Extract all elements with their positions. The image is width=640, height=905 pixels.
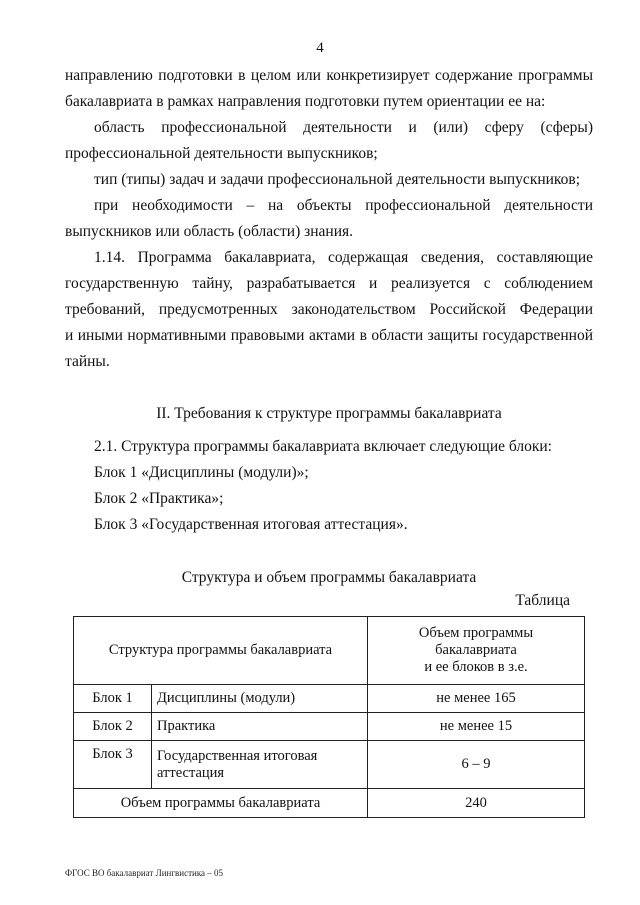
body-text [65, 66, 593, 370]
block-name-cell: Дисциплины (модули) [152, 685, 368, 713]
block-list-item: Блок 2 «Практика»; [94, 490, 224, 507]
list-item-line: при необходимости – на объекты профессиональной деятельности [94, 197, 593, 214]
text-line: направлению подготовки в целом или конкретизирует содержание программы [65, 67, 593, 84]
clause-2-1: 2.1. Структура программы бакалавриата включает следующие блоки: [94, 438, 552, 455]
list-item-line: выпускников или область (области) знания. [65, 223, 354, 240]
clause-line: требований, предусмотренных законодательством Российской Федерации [65, 301, 593, 318]
table-label: Таблица [515, 592, 570, 609]
block-cell: Блок 3 [74, 741, 152, 789]
header-volume-line: Объем программы [418, 625, 534, 641]
header-volume-line: и ее блоков в з.е. [424, 659, 528, 675]
total-value-cell: 240 [368, 789, 585, 818]
clause-line: 1.14. Программа бакалавриата, содержащая сведения, составляющие [94, 249, 593, 266]
block-cell: Блок 2 [74, 713, 152, 741]
table-row [74, 741, 585, 789]
block-list-item: Блок 3 «Государственная итоговая аттестация». [94, 516, 408, 533]
block-volume-cell: не менее 15 [368, 713, 585, 741]
clause-line: тайны. [65, 353, 110, 370]
header-volume-line: бакалавриата [435, 642, 517, 658]
block-name-line: Государственная итоговая [157, 747, 318, 764]
header-volume-cell [368, 617, 585, 685]
block-volume-cell: не менее 165 [368, 685, 585, 713]
list-item-line: область профессиональной деятельности и (или) сферу (сферы) [94, 119, 593, 136]
text-line: бакалавриата в рамках направления подготовки путем ориентации ее на: [65, 93, 546, 110]
clause-line: государственную тайну, разрабатывается и реализуется с соблюдением [65, 275, 593, 292]
block-list-item: Блок 1 «Дисциплины (модули)»; [94, 464, 309, 481]
table-caption: Структура и объем программы бакалавриата [181, 569, 477, 586]
table-header-row [74, 617, 585, 685]
table-total-row [74, 789, 585, 818]
block-volume-cell: 6 – 9 [368, 741, 585, 789]
block-name-cell: Практика [152, 713, 368, 741]
table-row [74, 685, 585, 713]
structure-table [73, 616, 585, 818]
list-item-line: тип (типы) задач и задачи профессиональной деятельности выпускников; [94, 171, 581, 188]
block-cell: Блок 1 [74, 685, 152, 713]
block-name-line: аттестация [157, 764, 225, 781]
list-item-line: профессиональной деятельности выпускников; [65, 145, 378, 162]
header-structure-cell: Структура программы бакалавриата [74, 617, 368, 685]
total-label-cell: Объем программы бакалавриата [74, 789, 368, 818]
footer-note: ФГОС ВО бакалавриат Лингвистика – 05 [65, 868, 224, 878]
section-2 [65, 404, 593, 609]
page-number: 4 [316, 40, 324, 56]
clause-line: и иными нормативными правовыми актами в области защиты государственной [65, 327, 593, 344]
table-row [74, 713, 585, 741]
block-name-cell [152, 741, 368, 789]
section-title: II. Требования к структуре программы бакалавриата [156, 405, 502, 422]
